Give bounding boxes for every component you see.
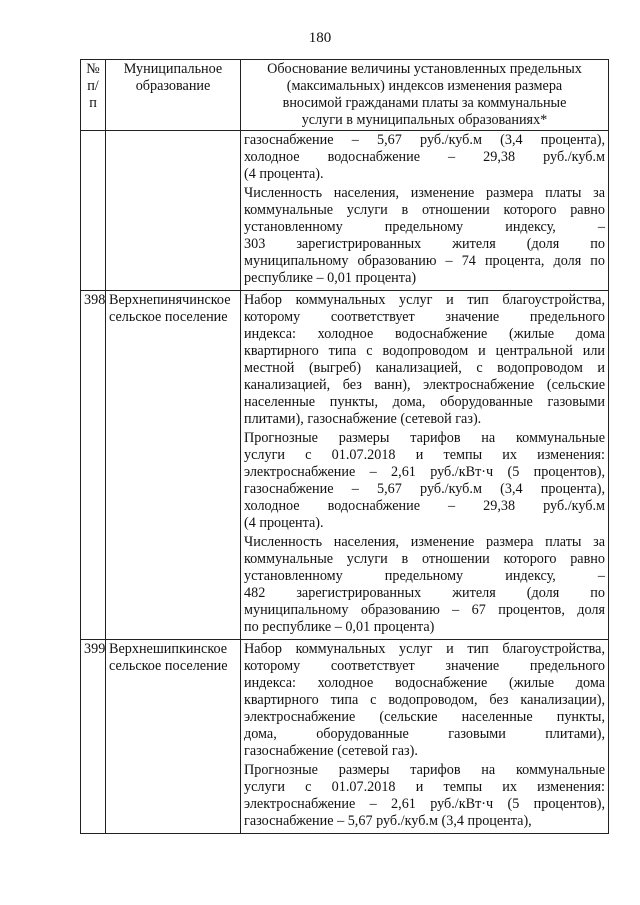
justification-line: электроснабжение – 2,61 руб./кВт·ч (5 процентов),: [244, 464, 605, 480]
justification-line: 482 зарегистрированных жителя (доля по: [244, 585, 605, 601]
justification-cell: [241, 131, 609, 291]
justification-line: Прогнозные размеры тарифов на коммунальные: [244, 762, 605, 778]
justification-line: услуги с 01.07.2018 и темпы их изменения:: [244, 447, 605, 463]
justification-line: Набор коммунальных услуг и тип благоустройства,: [244, 292, 605, 308]
justification-line: холодное водоснабжение – 29,38 руб./куб.м: [244, 149, 605, 165]
justification-line: (4 процента).: [244, 515, 324, 531]
justification-line: электроснабжение – 2,61 руб./кВт·ч (5 процентов),: [244, 796, 605, 812]
justification-cell: [241, 291, 609, 640]
municipality-name: [106, 640, 241, 834]
municipality-name: [106, 291, 241, 640]
justification-line: (4 процента).: [244, 166, 324, 182]
justification-line: установленному предельному индексу, –: [244, 219, 605, 235]
justification-line: квартирного типа с водопроводом, без канализации),: [244, 692, 605, 708]
justification-line: индекса: холодное водоснабжение (жилые дома: [244, 326, 605, 342]
table-header-row: [81, 60, 609, 131]
justification-line: коммунальные услуги в отношении которого равно: [244, 551, 605, 567]
header-municipality-line: Муниципальное: [123, 61, 223, 77]
justification-line: установленному предельному индексу, –: [244, 568, 605, 584]
justification-line: холодное водоснабжение – 29,38 руб./куб.м: [244, 498, 605, 514]
justification-line: плитами), газоснабжение (сетевой газ).: [244, 411, 482, 427]
page-number: 180: [308, 30, 332, 46]
justification-line: которому соответствует значение предельного: [244, 658, 605, 674]
header-justification-line: услуги в муниципальных образованиях*: [301, 112, 548, 128]
row-number: [81, 131, 106, 291]
justification-line: местной (выгреб) канализацией, с водопроводом и: [244, 360, 605, 376]
justification-line: Прогнозные размеры тарифов на коммунальные: [244, 430, 605, 446]
justification-line: газоснабжение – 5,67 руб./куб.м (3,4 процента),: [244, 481, 605, 497]
row-number: 398: [81, 291, 106, 640]
header-number-line: №: [86, 61, 100, 77]
header-justification: [241, 60, 609, 131]
header-municipality-line: образование: [135, 78, 211, 94]
justification-line: муниципальному образованию – 74 процента, доля по: [244, 253, 605, 269]
justification-paragraph: [244, 430, 605, 532]
justification-line: Численность населения, изменение размера платы за: [244, 534, 605, 550]
justification-line: коммунальные услуги в отношении которого равно: [244, 202, 605, 218]
table-row: [81, 131, 609, 291]
row-number: 399: [81, 640, 106, 834]
justification-paragraph: [244, 132, 605, 183]
header-municipality: [106, 60, 241, 131]
municipality-name-line: Верхнепинячинское: [109, 292, 231, 308]
justification-line: которому соответствует значение предельного: [244, 309, 605, 325]
justification-line: Численность населения, изменение размера платы за: [244, 185, 605, 201]
header-number-line: п/п: [87, 78, 99, 111]
justification-paragraph: [244, 534, 605, 636]
municipality-name-line: сельское поселение: [109, 658, 228, 674]
table-row: [81, 291, 609, 640]
justification-line: муниципальному образованию – 67 процентов, доля: [244, 602, 605, 618]
justification-line: услуги с 01.07.2018 и темпы их изменения:: [244, 779, 605, 795]
header-justification-line: (максимальных) индексов изменения размера: [286, 78, 563, 94]
municipal-index-table: [80, 59, 609, 834]
justification-paragraph: [244, 641, 605, 760]
justification-line: дома, оборудованные газовыми плитами),: [244, 726, 605, 742]
justification-paragraph: [244, 185, 605, 287]
municipality-name-line: сельское поселение: [109, 309, 228, 325]
justification-line: по республике – 0,01 процента): [244, 619, 435, 635]
municipality-name: [106, 131, 241, 291]
justification-line: квартирного типа с водопроводом и центральной или: [244, 343, 605, 359]
municipality-name-line: Верхнешипкинское: [109, 641, 228, 657]
justification-line: 303 зарегистрированных жителя (доля по: [244, 236, 605, 252]
table-row: [81, 640, 609, 834]
header-number: [81, 60, 106, 131]
justification-paragraph: [244, 762, 605, 830]
justification-line: газоснабжение (сетевой газ).: [244, 743, 418, 759]
justification-line: электроснабжение (сельские населенные пункты,: [244, 709, 605, 725]
justification-line: республике – 0,01 процента): [244, 270, 417, 286]
justification-paragraph: [244, 292, 605, 428]
justification-cell: [241, 640, 609, 834]
justification-line: индекса: холодное водоснабжение (жилые дома: [244, 675, 605, 691]
justification-line: канализацией, без ванн), электроснабжение (сельские: [244, 377, 605, 393]
justification-line: газоснабжение – 5,67 руб./куб.м (3,4 процента),: [244, 813, 532, 829]
justification-line: газоснабжение – 5,67 руб./куб.м (3,4 процента),: [244, 132, 605, 148]
justification-line: Набор коммунальных услуг и тип благоустройства,: [244, 641, 605, 657]
header-justification-line: вносимой гражданами платы за коммунальные: [282, 95, 567, 111]
justification-line: населенные пункты, дома, оборудованные газовыми: [244, 394, 605, 410]
header-justification-line: Обоснование величины установленных предельных: [267, 61, 582, 77]
